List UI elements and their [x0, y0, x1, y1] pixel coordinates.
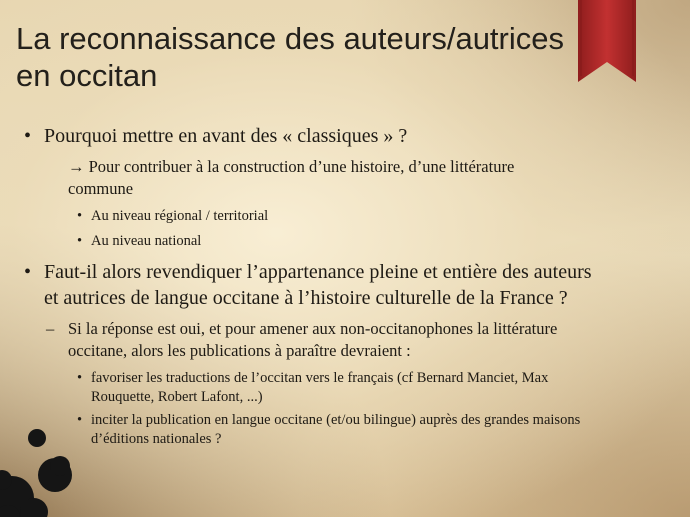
- dash-text-line-2: occitane, alors les publications à paraître devraient :: [68, 341, 411, 360]
- sub-bullet-translations: [77, 369, 549, 407]
- bullet-text-line-1: Faut-il alors revendiquer l’appartenance pleine et entière des auteurs: [44, 261, 592, 283]
- sub-bullet-text-line-2: d’éditions nationales ?: [91, 431, 222, 447]
- sub-bullet-national: [77, 232, 202, 251]
- sub-bullet-text: Au niveau national: [91, 233, 202, 249]
- sub-bullet-text: Au niveau régional / territorial: [91, 208, 269, 224]
- ink-blot-decoration: [0, 420, 90, 517]
- sub-bullet-text-line-1: favoriser les traductions de l’occitan vers le français (cf Bernard Manciet, Max: [91, 370, 549, 386]
- bullet-claim-belonging: [24, 259, 592, 311]
- sub-bullet-publication: [77, 411, 581, 449]
- slide-title: [16, 20, 576, 94]
- title-line-2: en occitan: [16, 58, 158, 93]
- bullet-dot: •: [77, 233, 83, 249]
- bullet-dot: •: [77, 208, 83, 224]
- bullet-dot: •: [77, 412, 83, 428]
- bullet-dot: •: [24, 125, 32, 147]
- bullet-why-classics: [24, 123, 408, 149]
- bullet-dot: •: [24, 261, 32, 283]
- title-line-1: La reconnaissance des auteurs/autrices: [16, 21, 564, 56]
- dash-item-if-yes: [46, 318, 558, 362]
- dash-mark: –: [46, 319, 55, 338]
- dash-text-line-1: Si la réponse est oui, et pour amener aux non-occitanophones la littérature: [68, 319, 558, 338]
- arrow-explanation: [68, 156, 514, 200]
- bookmark-ribbon-icon: [578, 0, 636, 82]
- bullet-text: Pourquoi mettre en avant des « classiques » ?: [44, 125, 408, 147]
- arrow-text-line-1: → Pour contribuer à la construction d’une histoire, d’une littérature: [68, 157, 515, 176]
- bullet-dot: •: [77, 370, 83, 386]
- bullet-text-line-2: et autrices de langue occitane à l’histoire culturelle de la France ?: [44, 287, 568, 309]
- sub-bullet-text-line-1: inciter la publication en langue occitane (et/ou bilingue) auprès des grandes maisons: [91, 412, 581, 428]
- arrow-text-line-2: commune: [68, 179, 134, 198]
- sub-bullet-text-line-2: Rouquette, Robert Lafont, ...): [91, 389, 263, 405]
- sub-bullet-regional: [77, 207, 269, 226]
